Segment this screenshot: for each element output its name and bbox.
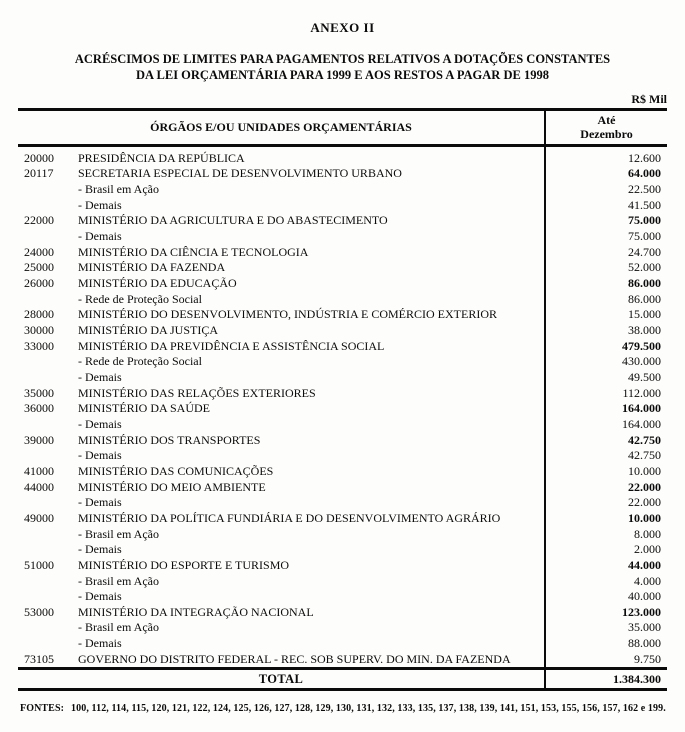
subtitle-line-1: ACRÉSCIMOS DE LIMITES PARA PAGAMENTOS RELATIVOS A DOTAÇÕES CONSTANTES (74, 52, 611, 66)
row-code: 35000 (24, 385, 54, 400)
table-subrow (18, 292, 667, 308)
row-name: MINISTÉRIO DA SAÚDE (78, 401, 210, 416)
table-row (18, 213, 667, 229)
column-header-period (545, 110, 667, 146)
row-name: - Brasil em Ação (78, 573, 159, 588)
row-code (18, 292, 78, 308)
row-name: MINISTÉRIO DA EDUCAÇÃO (78, 276, 237, 291)
row-name: PRESIDÊNCIA DA REPÚBLICA (78, 150, 245, 165)
table-subrow (18, 370, 667, 386)
row-code: 39000 (24, 432, 54, 447)
row-value: 86.000 (545, 276, 667, 292)
table-row (18, 433, 667, 449)
table-body (18, 145, 667, 669)
row-value: 112.000 (545, 386, 667, 402)
table-row (18, 166, 667, 182)
row-name: MINISTÉRIO DAS RELAÇÕES EXTERIORES (78, 385, 316, 400)
row-code (18, 417, 78, 433)
row-code (18, 542, 78, 558)
table-row (18, 558, 667, 574)
row-code: 28000 (24, 307, 54, 322)
period-line-1: Até (597, 113, 616, 127)
row-name: - Rede de Proteção Social (78, 354, 202, 369)
table-subrow (18, 574, 667, 590)
column-header-organs: ÓRGÃOS E/OU UNIDADES ORÇAMENTÁRIAS (18, 110, 545, 146)
row-name: - Demais (78, 448, 122, 463)
table-row (18, 386, 667, 402)
row-value: 49.500 (545, 370, 667, 386)
table-row (18, 323, 667, 339)
table-footer (18, 669, 667, 690)
row-value: 9.750 (545, 652, 667, 669)
table-row (18, 652, 667, 669)
row-name: MINISTÉRIO DA CIÊNCIA E TECNOLOGIA (78, 244, 309, 259)
table-header (18, 110, 667, 146)
period-line-2: Dezembro (580, 127, 633, 142)
row-code (18, 448, 78, 464)
row-name: MINISTÉRIO DA FAZENDA (78, 260, 226, 275)
row-value: 64.000 (545, 166, 667, 182)
row-value: 52.000 (545, 260, 667, 276)
row-code (18, 527, 78, 543)
row-name: - Brasil em Ação (78, 620, 159, 635)
table-row (18, 145, 667, 166)
row-value: 8.000 (545, 527, 667, 543)
table-subrow (18, 542, 667, 558)
row-code (18, 620, 78, 636)
table-subrow (18, 229, 667, 245)
row-code (18, 574, 78, 590)
row-code (18, 198, 78, 214)
row-name: MINISTÉRIO DA AGRICULTURA E DO ABASTECIMENTO (78, 213, 388, 228)
row-code (18, 589, 78, 605)
row-code: 53000 (24, 604, 54, 619)
sources-label: FONTES: (20, 703, 65, 715)
table-row (18, 276, 667, 292)
table-subrow (18, 589, 667, 605)
row-value: 10.000 (545, 464, 667, 480)
row-code (18, 229, 78, 245)
row-name: - Demais (78, 495, 122, 510)
row-value: 38.000 (545, 323, 667, 339)
row-code (18, 182, 78, 198)
row-code: 26000 (24, 276, 54, 291)
row-code (18, 495, 78, 511)
table-row (18, 401, 667, 417)
row-value: 86.000 (545, 292, 667, 308)
total-row (18, 669, 667, 690)
row-value: 2.000 (545, 542, 667, 558)
row-code: 24000 (24, 244, 54, 259)
row-name: - Demais (78, 542, 122, 557)
row-value: 22.000 (545, 495, 667, 511)
sources-footnote (18, 703, 667, 714)
row-name: - Demais (78, 229, 122, 244)
subtitle-line-2: DA LEI ORÇAMENTÁRIA PARA 1999 E AOS RESTOS A PAGAR DE 1998 (136, 68, 549, 82)
table-subrow (18, 448, 667, 464)
row-value: 15.000 (545, 307, 667, 323)
row-name: MINISTÉRIO DA PREVIDÊNCIA E ASSISTÊNCIA SOCIAL (78, 338, 385, 353)
row-value: 40.000 (545, 589, 667, 605)
row-code: 20000 (24, 150, 54, 165)
table-subrow (18, 417, 667, 433)
row-value: 479.500 (545, 339, 667, 355)
row-code (18, 370, 78, 386)
row-code: 51000 (24, 557, 54, 572)
row-name: - Demais (78, 416, 122, 431)
row-name: - Rede de Proteção Social (78, 291, 202, 306)
document-subtitle (18, 51, 667, 83)
row-code: 36000 (24, 401, 54, 416)
row-name: MINISTÉRIO DA POLÍTICA FUNDIÁRIA E DO DESENVOLVIMENTO AGRÁRIO (78, 510, 501, 525)
row-value: 10.000 (545, 511, 667, 527)
row-name: - Demais (78, 636, 122, 651)
table-row (18, 605, 667, 621)
row-value: 41.500 (545, 198, 667, 214)
row-value: 4.000 (545, 574, 667, 590)
row-value: 123.000 (545, 605, 667, 621)
row-value: 42.750 (545, 433, 667, 449)
row-code: 25000 (24, 260, 54, 275)
page-title: ANEXO II (310, 20, 375, 35)
row-name: - Demais (78, 369, 122, 384)
row-name: MINISTÉRIO DAS COMUNICAÇÕES (78, 463, 274, 478)
row-code: 22000 (24, 213, 54, 228)
row-name: - Brasil em Ação (78, 526, 159, 541)
row-name: GOVERNO DO DISTRITO FEDERAL - REC. SOB SUPERV. DO MIN. DA FAZENDA (78, 651, 511, 666)
sources-list: 100, 112, 114, 115, 120, 121, 122, 124, 125, 126, 127, 128, 129, 130, 131, 132, 133, 135, 137, 138, 139, 141, 151, 153, 155, 156, 157, 162 e 199. (71, 703, 666, 715)
row-code (18, 636, 78, 652)
table-subrow (18, 636, 667, 652)
table-subrow (18, 495, 667, 511)
row-name: MINISTÉRIO DO ESPORTE E TURISMO (78, 557, 290, 572)
row-value: 88.000 (545, 636, 667, 652)
row-code: 44000 (24, 479, 54, 494)
row-value: 12.600 (545, 145, 667, 166)
table-row (18, 245, 667, 261)
row-code (18, 354, 78, 370)
row-value: 75.000 (545, 229, 667, 245)
row-value: 24.700 (545, 245, 667, 261)
table-row (18, 260, 667, 276)
row-code: 73105 (24, 651, 54, 666)
table-subrow (18, 354, 667, 370)
row-name: MINISTÉRIO DO MEIO AMBIENTE (78, 479, 266, 494)
row-code: 33000 (24, 338, 54, 353)
table-row (18, 464, 667, 480)
row-value: 22.000 (545, 480, 667, 496)
table-subrow (18, 182, 667, 198)
row-value: 75.000 (545, 213, 667, 229)
row-name: SECRETARIA ESPECIAL DE DESENVOLVIMENTO URBANO (78, 166, 402, 181)
row-name: - Demais (78, 197, 122, 212)
row-value: 430.000 (545, 354, 667, 370)
row-name: MINISTÉRIO DA JUSTIÇA (78, 323, 219, 337)
table-row (18, 480, 667, 496)
row-name: - Brasil em Ação (78, 182, 159, 197)
row-code: 30000 (24, 323, 54, 337)
table-subrow (18, 527, 667, 543)
row-code: 20117 (24, 166, 54, 181)
table-row (18, 511, 667, 527)
row-name: - Demais (78, 589, 122, 604)
table-row (18, 307, 667, 323)
row-value: 164.000 (545, 417, 667, 433)
row-name: MINISTÉRIO DOS TRANSPORTES (78, 432, 261, 447)
row-value: 164.000 (545, 401, 667, 417)
row-code: 41000 (24, 463, 54, 478)
table-row (18, 339, 667, 355)
header-row (18, 110, 667, 146)
row-code: 49000 (24, 510, 54, 525)
table-subrow (18, 620, 667, 636)
row-value: 35.000 (545, 620, 667, 636)
row-value: 22.500 (545, 182, 667, 198)
budget-table (18, 108, 667, 691)
row-name: MINISTÉRIO DO DESENVOLVIMENTO, INDÚSTRIA E COMÉRCIO EXTERIOR (78, 307, 497, 322)
currency-unit-label: R$ Mil (631, 92, 667, 106)
row-value: 42.750 (545, 448, 667, 464)
row-value: 44.000 (545, 558, 667, 574)
row-name: MINISTÉRIO DA INTEGRAÇÃO NACIONAL (78, 604, 314, 619)
table-subrow (18, 198, 667, 214)
total-label: TOTAL (18, 669, 545, 690)
total-value: 1.384.300 (545, 669, 667, 690)
